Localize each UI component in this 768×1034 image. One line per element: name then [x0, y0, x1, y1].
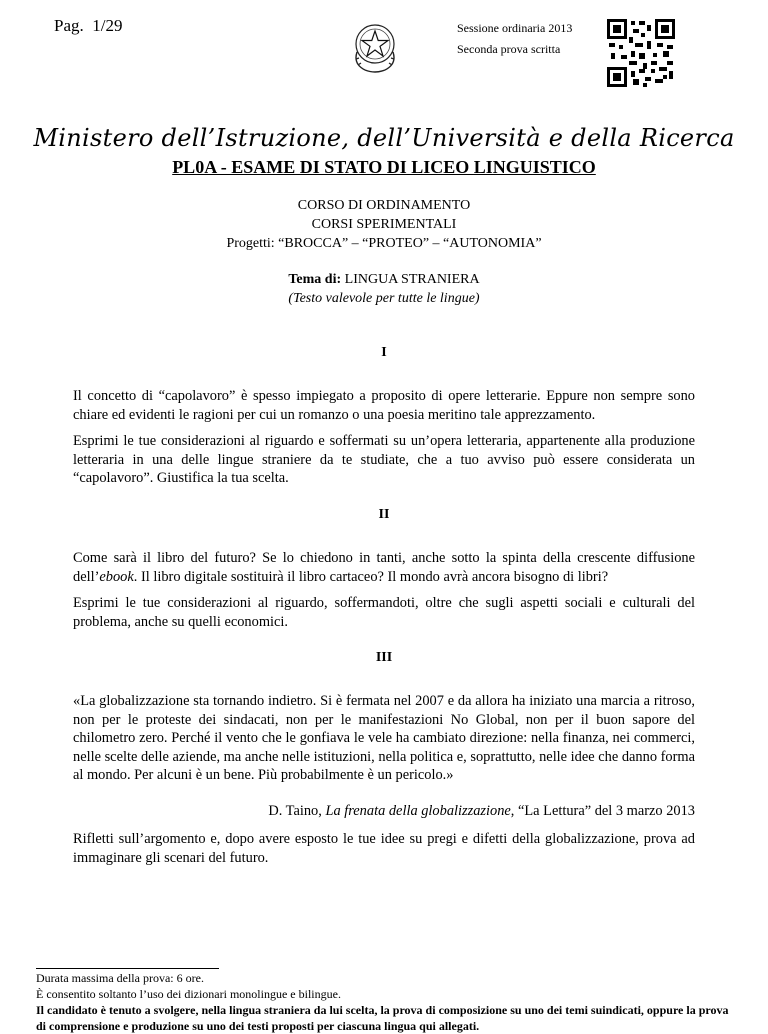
footer-dictionaries: È consentito soltanto l’uso dei dizionari monolingue e bilingue.: [36, 987, 341, 1001]
theme-info: [0, 270, 768, 308]
course-line-2: CORSI SPERIMENTALI: [311, 217, 457, 232]
theme-note: (Testo valevole per tutte le lingue): [288, 291, 480, 306]
section-heading-3: III: [375, 650, 393, 665]
session-label: Sessione ordinaria 2013: [457, 21, 573, 35]
italian-republic-emblem-icon: [349, 20, 401, 76]
exam-title: PL0A - ESAME DI STATO DI LICEO LINGUISTICO: [172, 157, 596, 177]
qr-code-icon: [607, 19, 675, 87]
section-1-paragraph-1: Il concetto di “capolavoro” è spesso impiegato a proposito di opere letterarie. Eppure non sempre sono chiare ed evidenti le ragioni per cui un romanzo o una poesia meritino tale apprezzamento.: [73, 388, 695, 423]
course-line-3: Progetti: “BROCCA” – “PROTEO” – “AUTONOMIA”: [226, 236, 542, 251]
page-number: Pag. 1/29: [54, 16, 123, 35]
footer-instructions: Il candidato è tenuto a svolgere, nella lingua straniera da lui scelta, la prova di composizione su uno dei temi suindicati, oppure la prova di comprensione e produzione su uno dei testi proposti per ciascuna lingua qui allegati.: [36, 1003, 729, 1033]
footnote-divider: [36, 968, 219, 969]
ebook-term: ebook: [99, 568, 134, 585]
section-1-paragraph-2: Esprimi le tue considerazioni al riguardo e soffermati su un’opera letteraria, appartenente alla produzione letteraria in una delle lingue straniere da te studiate, che a tuo avviso può essere considerata un “capolavoro”. Giustifica la tua scelta.: [73, 433, 695, 486]
footer-duration: Durata massima della prova: 6 ore.: [36, 971, 204, 985]
citation-title: La frenata della globalizzazione: [325, 803, 511, 819]
section-3-quote: «La globalizzazione sta tornando indietro. Si è fermata nel 2007 e da allora ha iniziato una marcia a ritroso, non per le proteste dei sindacati, non per le manifestazioni No Global, non per il buon sapore del chilometro zero. Perché il vento che le gonfiava le vele ha cambiato direzione: nella finanza, nei commerci, nelle scelte delle aziende, ma anche nelle istituzioni, nella politica e, soprattutto, nelle idee che danno forma al mondo. Per alcuni è un bene. Più probabilmente è un pericolo.»: [73, 693, 695, 783]
section-2-paragraph-1: Come sarà il libro del futuro? Se lo chiedono in tanti, anche sotto la spinta della crescente diffusione dell’ebook. Il libro digitale sostituirà il libro cartaceo? Il mondo avrà ancora bisogno di libri?: [73, 550, 695, 585]
course-line-1: CORSO DI ORDINAMENTO: [297, 198, 471, 213]
theme-subject: LINGUA STRANIERA: [344, 272, 480, 287]
ministry-heading: Ministero dell’Istruzione, dell’Università e della Ricerca: [33, 124, 735, 152]
test-label: Seconda prova scritta: [457, 42, 561, 56]
section-heading-1: I: [381, 345, 387, 360]
section-2-text: [73, 549, 695, 631]
theme-label: Tema di:: [288, 272, 342, 287]
section-3-citation: D. Taino, La frenata della globalizzazione, “La Lettura” del 3 marzo 2013: [268, 803, 695, 819]
section-2-paragraph-2: Esprimi le tue considerazioni al riguardo, soffermandoti, oltre che sugli aspetti sociali e culturali del problema, anche su quelli economici.: [73, 595, 695, 630]
course-info: [0, 196, 768, 253]
section-3-paragraph-2: Rifletti sull’argomento e, dopo avere esposto le tue idee su pregi e difetti della globalizzazione, prova ad immaginare gli scenari del futuro.: [73, 831, 695, 866]
section-1-text: [73, 387, 695, 488]
session-info: [457, 18, 572, 60]
footer-notes: [36, 970, 736, 1034]
section-heading-2: II: [378, 507, 390, 522]
